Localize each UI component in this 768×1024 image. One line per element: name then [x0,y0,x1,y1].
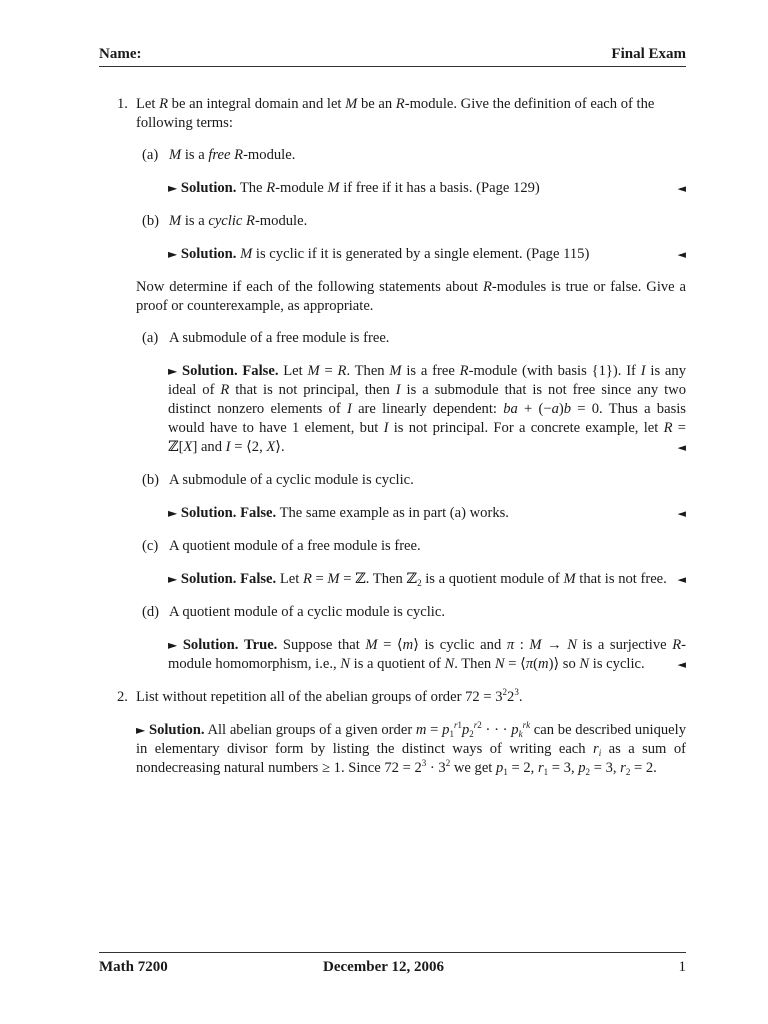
definition-a [136,146,686,165]
solution-label: Solution. [182,637,239,653]
statement-d [136,603,686,622]
question-2 [99,688,686,707]
question-number: 1. [117,96,128,112]
end-triangle-icon: ◄ [677,248,686,261]
part-text: A submodule of a free module is free. [169,330,390,346]
end-triangle-icon: ◄ [677,658,686,671]
statement-c [136,537,686,556]
solution-label: Solution. [182,363,238,379]
verdict: False. [242,363,279,379]
triangle-right-icon: ► [136,723,146,737]
triangle-right-icon: ► [168,181,178,195]
triangle-right-icon: ► [168,638,178,652]
part-label: (a) [142,330,159,346]
part-label: (a) [142,147,159,163]
question-prompt: List without repetition all of the abelian groups of order $72 = 3^22^3$. [136,687,523,705]
page-header [99,45,686,65]
page-number: 1 [678,959,686,975]
question-number: 2. [117,689,128,705]
part-label: (d) [142,604,160,620]
part-label: (b) [142,213,160,229]
name-field-label: Name: [99,46,142,62]
solution-label: Solution. [148,722,205,738]
triangle-right-icon: ► [168,506,178,520]
exam-body [99,95,686,778]
solution-statement-c: ► Solution. False. Let R = M = ℤ. Then ℤ$_2$ is a quotient module of M that is not free. ◄ [168,571,686,588]
part-text: M is a free R-module. [169,147,296,163]
part-text: A quotient module of a free module is free. [169,538,421,554]
end-triangle-icon: ◄ [677,573,686,586]
end-triangle-icon: ◄ [677,441,686,454]
part-text: M is a cyclic R-module. [169,213,308,229]
exam-title: Final Exam [611,46,686,62]
triangle-right-icon: ► [168,572,178,586]
solution-statement-b [168,504,686,523]
page-footer [99,958,686,978]
footer-rule [99,952,686,953]
verdict: False. [240,571,277,587]
solution-question-2: ► Solution. All abelian groups of a given order $m = p_1^{r1}p_2^{r2}$ · · · $p_k^{rk}$ can be described uniquely in elementary divisor form by listing the distinct ways of writing each $r_i$ as a sum of nondecreasing natural numbers ≥ 1. Since $72 = 2^3 \cdot 3^2$ we get $p_1 = 2$, $r_1 = 3$, $p_2 = 3$, $r_2 = 2$. [136,720,686,777]
solution-text: The same example as in part (a) works. [279,505,509,521]
triangle-right-icon: ► [168,364,178,378]
transition-paragraph: Now determine if each of the following statements about R-modules is true or false. Give a proof or counterexample, as appropriate. [136,279,686,314]
end-triangle-icon: ◄ [677,182,686,195]
solution-statement-d: ► Solution. True. Suppose that M = ⟨m⟩ is cyclic and π : M → N is a surjective R-module homomorphism, i.e., N is a quotient of N. Then N = ⟨π(m)⟩ so N is cyclic. ◄ [168,637,686,672]
statement-b [136,471,686,490]
verdict: False. [240,505,277,521]
solution-label: Solution. [180,571,237,587]
part-text: A quotient module of a cyclic module is cyclic. [169,604,445,620]
question-1 [99,95,686,133]
solution-label: Solution. [180,246,237,262]
solution-definition-b: ► Solution. M is cyclic if it is generated by a single element. (Page 115) ◄ [168,246,686,262]
verdict: True. [243,637,278,653]
exam-page [99,0,686,1024]
solution-statement-a: ► Solution. False. Let M = R. Then M is a free R-module (with basis {1}). If I is any ideal of R that is not principal, then I is a submodule that is not free since any two distinct nonzero elements of I are linearly dependent: ba + (−a)b = 0. Thus a basis would have to have 1 element, but I is not principal. For a concrete example, let R = ℤ[X] and I = ⟨2, X⟩. ◄ [168,363,686,455]
question-prompt: Let R be an integral domain and let M be an R-module. Give the definition of each of the following terms: [136,96,655,131]
end-triangle-icon: ◄ [677,507,686,520]
solution-label: Solution. [180,180,237,196]
part-text: A submodule of a cyclic module is cyclic. [169,472,414,488]
statement-a [136,329,686,348]
header-rule [99,66,686,67]
course-name: Math 7200 [99,959,168,975]
exam-date: December 12, 2006 [323,959,444,975]
part-label: (b) [142,472,160,488]
triangle-right-icon: ► [168,247,178,261]
solution-definition-a: ► Solution. The R-module M if free if it has a basis. (Page 129) ◄ [168,180,686,196]
solution-label: Solution. [180,505,237,521]
part-label: (c) [142,538,159,554]
definition-b [136,212,686,231]
